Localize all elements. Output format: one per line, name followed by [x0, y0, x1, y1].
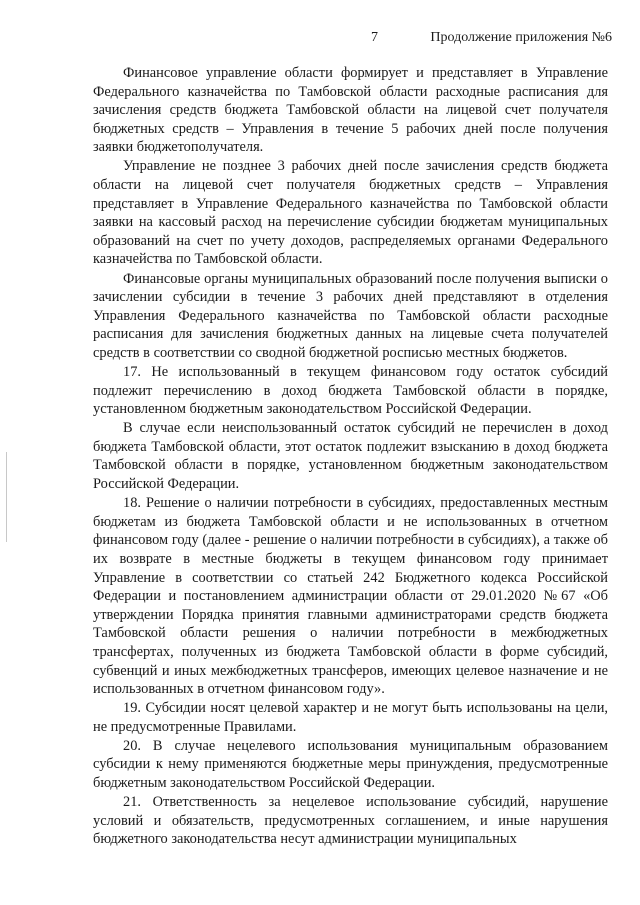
paragraph-clause-19: 19. Субсидии носят целевой характер и не могут быть использованы на цели, не предусмотренные Правилами.: [93, 700, 608, 735]
paragraph-cash-expense-requests: Управление не позднее 3 рабочих дней после зачисления средств бюджета области на лицевой счет получателя бюджетных средств – Управления представляет в Управление Федерального казначейства по Тамбовской области заявки на кассовый расход на перечисление субсидии бюджетам муниципальных образований на счет по учету доходов, распределяемых органами Федерального казначейства по Тамбовской области.: [93, 158, 608, 268]
margin-scan-mark: [6, 452, 7, 542]
page-number: 7: [371, 30, 378, 45]
appendix-continuation-label: Продолжение приложения №6: [430, 30, 612, 45]
paragraph-clause-18: 18. Решение о наличии потребности в субсидиях, предоставленных местным бюджетам из бюджета Тамбовской области и не использованных в отчетном финансовом году (далее - решение о наличии потребности в субсидиях), а также об их возврате в местные бюджеты в текущем финансовом году принимает Управление в соответствии со статьей 242 Бюджетного кодекса Российской Федерации и постановлением администрации области от 29.01.2020 №67 «Об утверждении Порядка принятия главными администраторами средств бюджета Тамбовской области решения о наличии потребности в межбюджетных трансфертах, полученных из бюджета Тамбовской области в форме субсидий, субвенций и иных межбюджетных трансферов, имеющих целевое назначение и не использованных в отчетном финансовом году».: [93, 495, 608, 698]
paragraph-municipal-finance-bodies: Финансовые органы муниципальных образований после получения выписки о зачислении субсидии в течение 3 рабочих дней представляют в отделения Управления Федерального казначейства по Тамбовской области расходные расписания для зачисления бюджетных данных на лицевые счета получателей средств в соответствии со сводной бюджетной росписью местных бюджетов.: [93, 270, 608, 361]
paragraph-unspent-balance-recovery: В случае если неиспользованный остаток субсидий не перечислен в доход бюджета Тамбовской области, этот остаток подлежит взысканию в доход бюджета Тамбовской области в порядке, установленном бюджетным законодательством Российской Федерации.: [93, 420, 608, 493]
page-header: [0, 30, 640, 50]
paragraph-clause-21: 21. Ответственность за нецелевое использование субсидий, нарушение условий и обязательств, предусмотренных соглашением, и иные нарушения бюджетного законодательства несут администрации муниципальных: [93, 794, 608, 848]
paragraph-treasury-schedules: Финансовое управление области формирует и представляет в Управление Федерального казначейства по Тамбовской области расходные расписания для зачисления средств бюджета Тамбовской области на лицевой счет получателя бюджетных средств – Управления в течение 5 рабочих дней после получения заявки бюджетополучателя.: [93, 65, 608, 156]
paragraph-clause-17: 17. Не использованный в текущем финансовом году остаток субсидий подлежит перечислению в доход бюджета Тамбовской области в порядке, установленном бюджетным законодательством Российской Федерации.: [93, 364, 608, 418]
document-body: [93, 64, 608, 849]
paragraph-clause-20: 20. В случае нецелевого использования муниципальным образованием субсидии к нему применяются бюджетные меры принуждения, предусмотренные бюджетным законодательством Российской Федерации.: [93, 737, 608, 792]
